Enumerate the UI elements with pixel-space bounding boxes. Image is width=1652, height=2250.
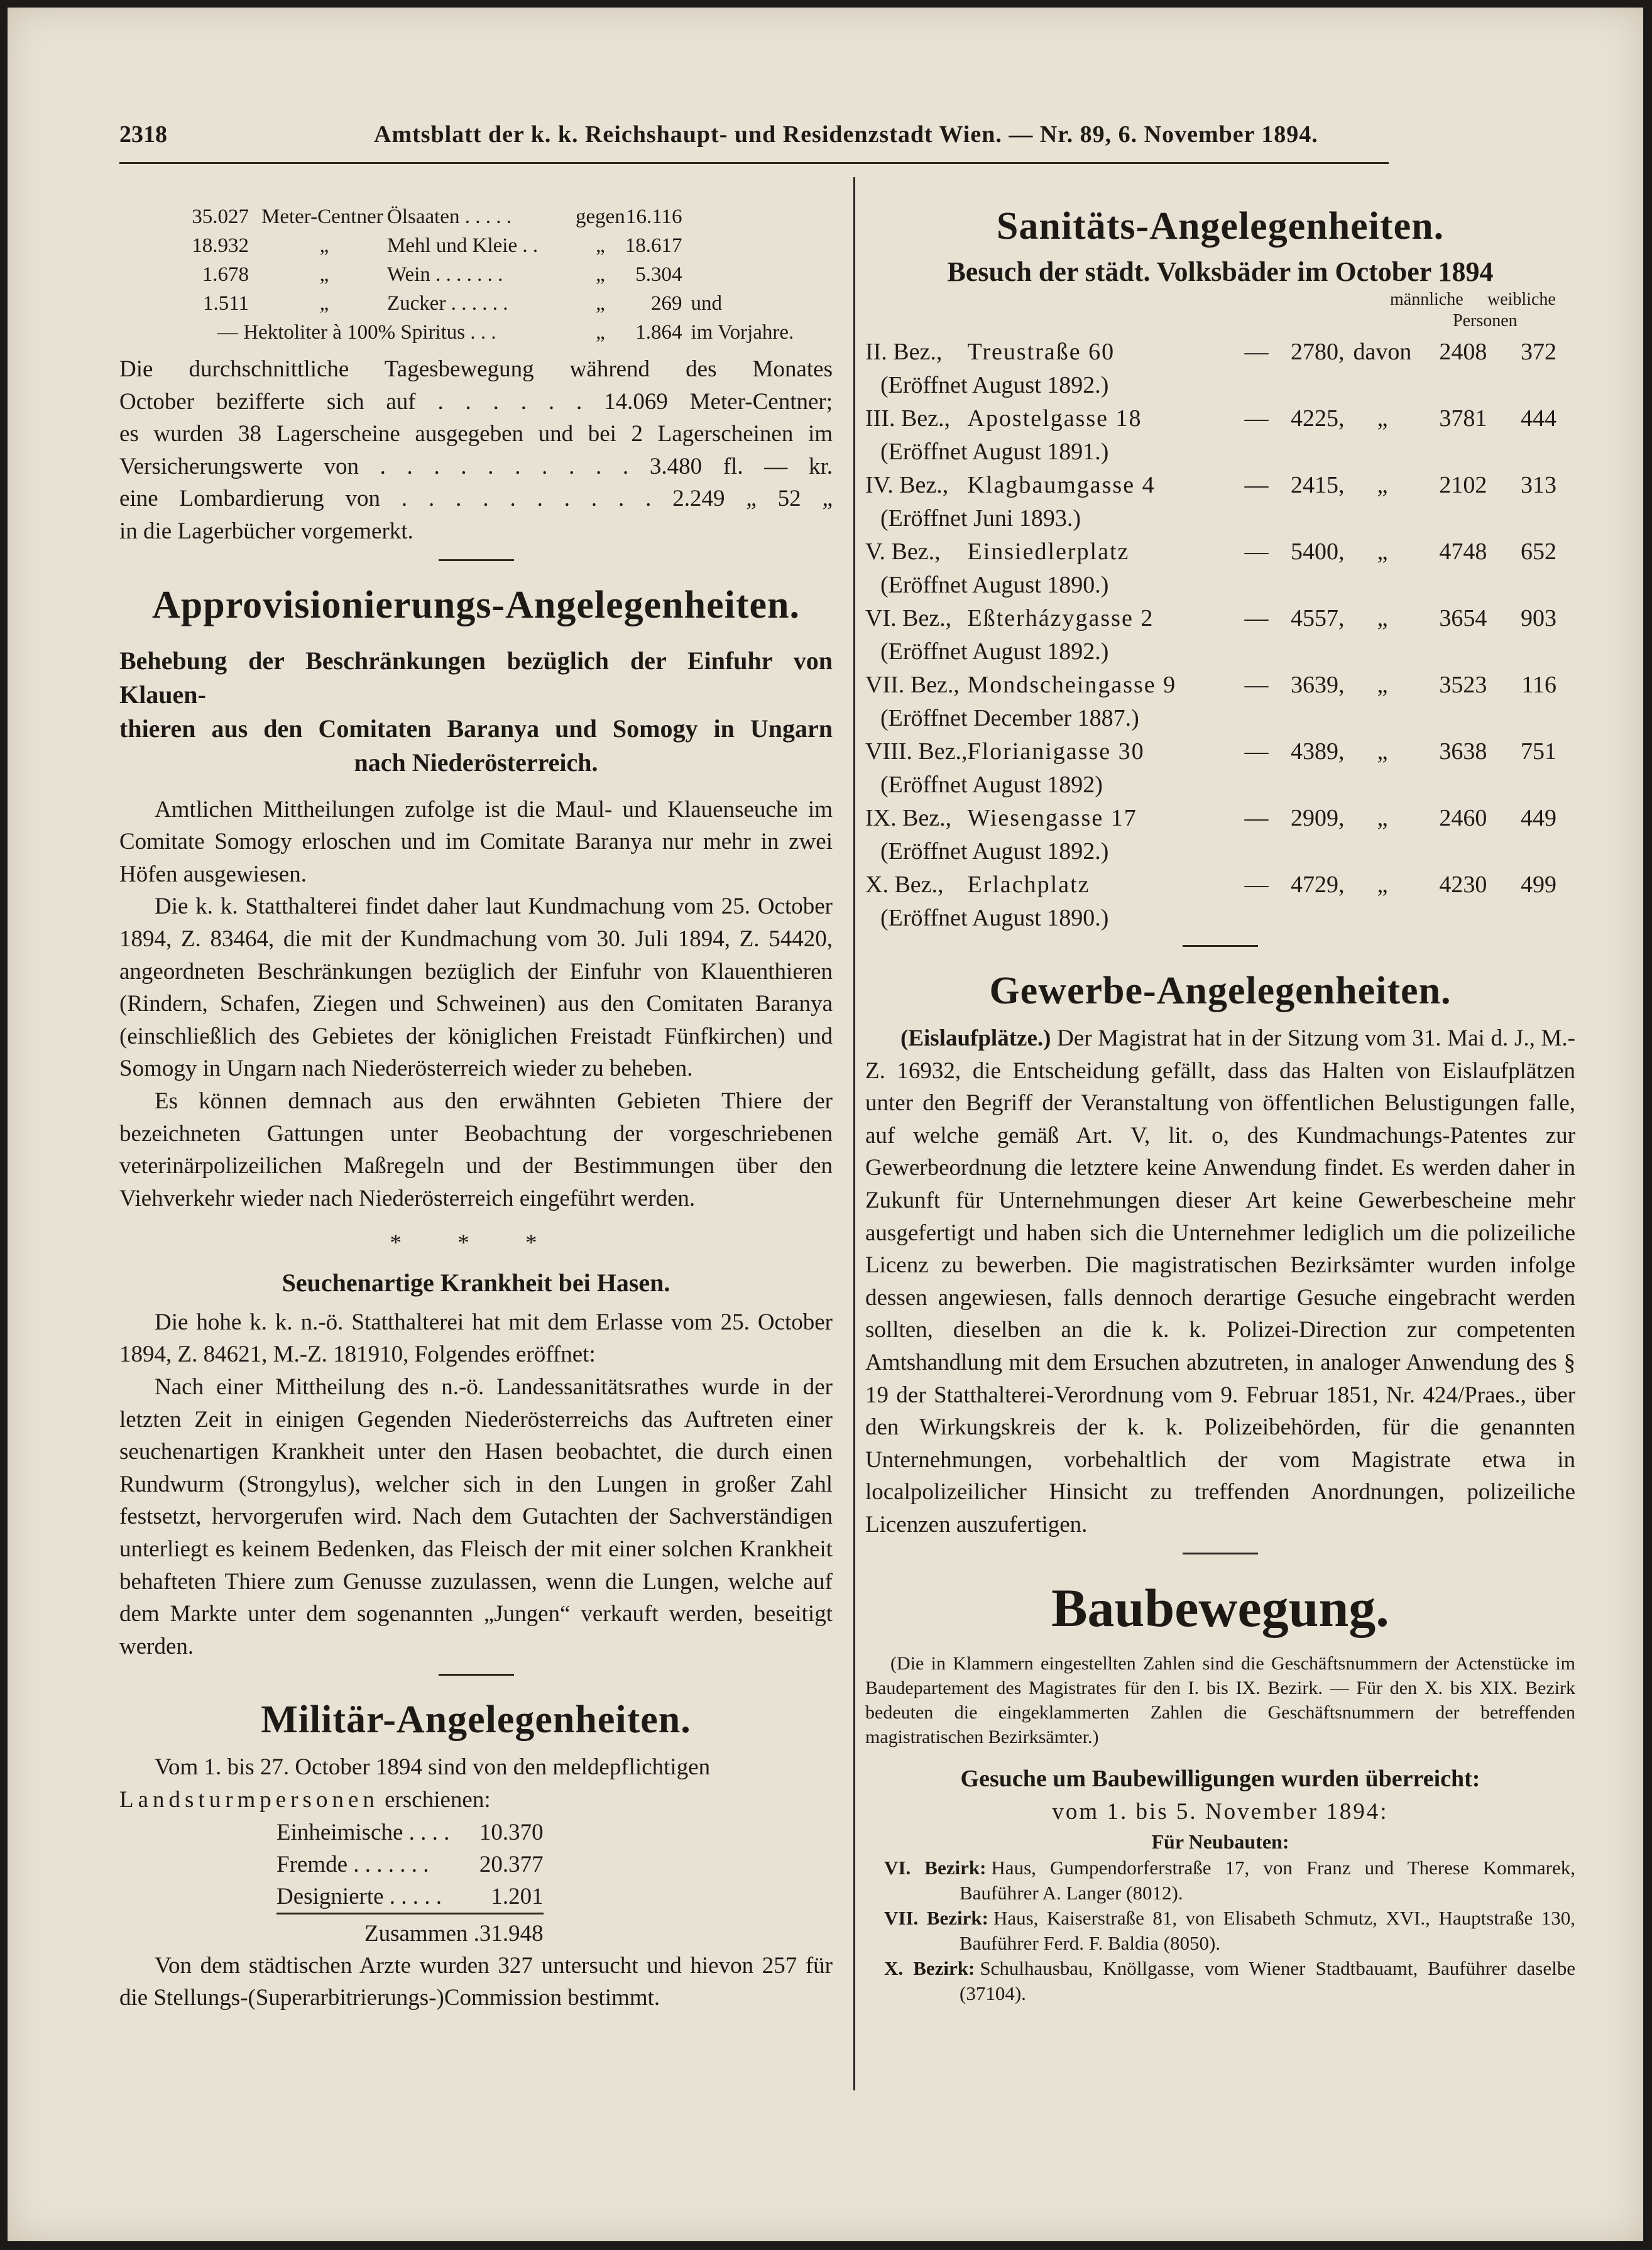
grain-line: Versicherungswerte von . . . . . . . . . . 3.480 fl. — kr. [119,453,833,479]
neubauten-title: Für Neubauten: [1151,1830,1289,1854]
bath-opened: (Eröffnet August 1891.) [880,439,1109,465]
grain-prev: 1.864 [635,321,682,344]
bath-weiblich: 499 [1521,871,1556,898]
section-rule [1183,1553,1258,1554]
bath-opened-row [865,503,1575,534]
bath-bezirk: VII. Bez., [865,672,960,698]
bath-weiblich: 652 [1521,538,1556,565]
bath-street: Florianigasse 30 [967,738,1145,765]
bath-davon: „ [1377,672,1388,698]
hasen-paragraph-1: Die hohe k. k. n.-ö. Statthalterei hat mit dem Erlasse vom 25. October 1894, Z. 84621, M.-Z. 181910, Folgendes eröffnet: [119,1309,833,1368]
grain-note: und [691,292,723,315]
bath-row [865,800,1575,836]
bath-row [865,734,1575,769]
militaer-intro [119,1751,833,1784]
grain-amount: 35.027 [192,205,249,228]
bath-opened: (Eröffnet December 1887.) [880,705,1139,731]
baeder-table [865,334,1575,934]
bath-total: 5400, [1290,538,1345,565]
bath-total: 4557, [1290,605,1345,631]
bath-opened-row [865,436,1575,467]
bau-title: Baubewegung. [1051,1577,1389,1638]
bath-opened: (Eröffnet August 1892.) [880,838,1109,865]
militaer-value: 20.377 [479,1851,544,1877]
bath-opened-row [865,702,1575,734]
militaer-paragraph-2: Von dem städtischen Arzte wurden 327 untersucht und hievon 257 für die Stellungs-(Superarbitrierungs-)Commission bestimmt. [119,1952,833,2011]
approv-subtitle-line: nach Niederösterreich. [354,748,598,777]
bath-row [865,534,1575,569]
neubau-entry [865,1956,1575,2006]
militaer-row [276,1881,544,1914]
bath-bezirk: II. Bez., [865,339,943,365]
bath-opened-row [865,902,1575,934]
bath-bezirk: III. Bez., [865,405,951,432]
bath-total: 3639, [1290,672,1345,698]
grain-item: Wein . . . . . . . [387,263,503,286]
baeder-title: Besuch der städt. Volksbäder im October 1894 [947,256,1494,287]
bath-weiblich: 372 [1521,339,1556,365]
bath-opened: (Eröffnet August 1890.) [880,572,1109,598]
bath-opened-row [865,569,1575,601]
left-column [119,177,833,2014]
bath-weiblich: 903 [1521,605,1556,631]
grain-prev: 5.304 [635,263,682,286]
bath-bezirk: VI. Bez., [865,605,952,631]
grain-rel: „ [596,234,605,257]
gewerbe-paragraph [865,1022,1575,1541]
bath-maennlich: 4748 [1439,538,1487,565]
neubauten-list [865,1855,1575,2006]
bath-weiblich: 313 [1521,472,1556,498]
grain-row [180,318,794,347]
militaer-total-row [276,1918,544,1950]
grain-rel: „ [596,263,605,286]
approv-paragraph-1: Amtlichen Mittheilungen zufolge ist die Maul- und Klauenseuche im Comitate Somogy erloschen und im Comitate Baranya nur mehr in zwei Höfen ausgewiesen. [119,796,833,887]
bath-street: Treustraße 60 [967,339,1115,365]
grain-item: Mehl und Kleie . . [387,234,539,257]
bath-bezirk: V. Bez., [865,538,941,565]
bath-weiblich: 751 [1521,738,1556,765]
bath-row [865,601,1575,636]
militaer-label: Fremde . . . . . . . [276,1851,429,1877]
militaer-title: Militär-Angelegenheiten. [261,1698,691,1742]
section-rule [439,559,514,561]
bath-total: 2780, [1290,339,1345,365]
grain-row [180,260,794,289]
bath-opened: (Eröffnet August 1892.) [880,638,1109,665]
approv-subtitle [119,644,833,780]
militaer-value: 10.370 [479,1819,544,1845]
newspaper-page [8,8,1643,2241]
grain-row [180,231,794,260]
bath-street: Eßterházygasse 2 [967,605,1154,631]
militaer-intro-line: Vom 1. bis 27. October 1894 sind von den meldepflichtigen [155,1754,711,1781]
gesuche-date: vom 1. bis 5. November 1894: [1052,1798,1389,1825]
bath-davon: „ [1377,538,1388,565]
grain-line: October bezifferte sich auf . . . . . . 14.069 Meter-Centner; [119,388,833,415]
bath-dash: — [1244,672,1269,698]
neubau-bezirk: VI. Bezirk: [884,1857,987,1879]
grain-line: es wurden 38 Lagerscheine ausgegeben und bei 2 Lagerscheinen im [119,421,833,447]
gewerbe-lead: (Eislaufplätze.) [900,1025,1051,1051]
grain-line: Die durchschnittliche Tagesbewegung während des Monates [119,356,833,382]
bath-street: Erlachplatz [967,871,1090,898]
approv-subtitle-line: Behebung der Beschränkungen bezüglich der Einfuhr von Klauen- [119,646,833,709]
militaer-landsturm: Landsturmpersonen [119,1787,379,1813]
neubau-text: Schulhausbau, Knöllgasse, vom Wiener Stadtbauamt, Bauführer daselbe (37104). [960,1957,1575,2005]
page-number: 2318 [119,121,167,148]
militaer-total-value: 31.948 [479,1920,544,1947]
bath-dash: — [1244,339,1269,365]
bath-weiblich: 116 [1521,672,1556,698]
grain-note [691,231,794,260]
grain-item: Zucker . . . . . . [387,292,508,315]
grain-paragraph [119,353,833,548]
bath-row [865,667,1575,702]
stars-divider: * * * [390,1230,562,1257]
grain-rel: „ [596,292,605,315]
approv-paragraph-2: Die k. k. Statthalterei findet daher laut Kundmachung vom 25. October 1894, Z. 83464, die mit der Kundmachung vom 30. Juli 1894, Z. 54420, angeordneten Beschränkungen bezüglich der Einfuhr von Klauenthieren (Rindern, Schafen, Ziegen und Schweinen) aus den Comitaten Baranya (einschließlich des Gebietes der königlichen Freistadt Fünfkirchen) und Somogy in Ungarn nach Niederösterreich wieder zu beheben. [119,893,833,1082]
bau-note: (Die in Klammern eingestellten Zahlen sind die Geschäftsnummern der Actenstücke im Baudepartement des Magistrates für den I. bis IX. Bezirk. — Für den X. bis XIX. Bezirk bedeuten die eingeklammerten Zahlen die Geschäftsnummern der betreffenden magistratischen Bezirksämter.) [865,1652,1575,1747]
section-rule [1183,945,1258,947]
militaer-row [276,1816,544,1849]
grain-rel: gegen [576,205,625,228]
bath-row [865,334,1575,369]
page-header-title: Amtsblatt der k. k. Reichshaupt- und Residenzstadt Wien. — Nr. 89, 6. November 1894. [374,121,1318,148]
baeder-col-heads [865,289,1575,334]
bath-opened-row [865,636,1575,667]
hasen-title: Seuchenartige Krankheit bei Hasen. [282,1268,670,1297]
sanitaets-title: Sanitäts-Angelegenheiten. [996,205,1445,248]
neubau-entry [865,1855,1575,1906]
grain-unit: „ [319,263,329,286]
bath-row [865,467,1575,503]
militaer-value: 1.201 [491,1883,544,1909]
bath-bezirk: IV. Bez., [865,472,949,498]
bath-maennlich: 3781 [1439,405,1487,432]
bath-bezirk: VIII. Bez., [865,738,968,765]
bath-davon: „ [1377,805,1388,831]
bath-opened: (Eröffnet August 1890.) [880,905,1109,931]
grain-prev: 269 [651,292,682,315]
grain-note: im Vorjahre. [691,321,794,344]
bath-opened: (Eröffnet August 1892.) [880,372,1109,398]
bath-dash: — [1244,805,1269,831]
bath-bezirk: IX. Bez., [865,805,952,831]
bath-dash: — [1244,605,1269,631]
militaer-table [276,1816,544,1950]
bath-opened-row [865,769,1575,800]
grain-line: in die Lagerbücher vorgemerkt. [119,518,413,544]
bath-maennlich: 3523 [1439,672,1487,698]
neubau-entry [865,1906,1575,1956]
bath-maennlich: 2102 [1439,472,1487,498]
militaer-erschienen: erschienen: [385,1787,491,1813]
bath-davon: „ [1377,605,1388,631]
gewerbe-title: Gewerbe-Angelegenheiten. [989,969,1452,1012]
bath-dash: — [1244,472,1269,498]
gesuche-title: Gesuche um Baubewilligungen wurden überreicht: [960,1765,1480,1792]
grain-amount: — Hektoliter à 100% Spiritus . . . [217,321,496,344]
col-head-maennlich: männliche [1390,290,1463,309]
bath-dash: — [1244,871,1269,898]
grain-row [180,289,794,318]
grain-prev: 16.116 [626,205,682,228]
neubau-bezirk: X. Bezirk: [884,1957,975,1980]
militaer-total-label: Zusammen . [364,1920,479,1947]
header-rule [119,162,1389,164]
bath-row [865,401,1575,436]
right-column [865,177,1575,2006]
approv-paragraph-3: Es können demnach aus den erwähnten Gebieten Thiere der bezeichneten Gattungen unter Beobachtung der vorgeschriebenen veterinärpolizeilichen Maßregeln und der Bestimmungen über den Viehverkehr wieder nach Niederösterreich eingeführt werden. [119,1088,833,1211]
bath-maennlich: 2460 [1439,805,1487,831]
grain-table [180,202,794,347]
neubau-text: Haus, Gumpendorferstraße 17, von Franz und Therese Kommarek, Bauführer A. Langer (8012). [960,1857,1576,1904]
col-head-personen: Personen [1453,311,1518,330]
bath-opened: (Eröffnet August 1892) [880,772,1103,798]
bath-bezirk: X. Bez., [865,871,944,898]
bath-total: 2909, [1290,805,1345,831]
bath-davon: „ [1377,472,1388,498]
page-header [119,121,1364,158]
militaer-intro-2 [119,1784,833,1816]
militaer-row [276,1849,544,1881]
grain-note [691,202,794,231]
gewerbe-text: Der Magistrat hat in der Sitzung vom 31. Mai d. J., M.-Z. 16932, die Entscheidung gefällt, dass das Halten von Eislaufplätzen unter den Begriff der Veranstaltung von öffentlichen Belustigungen falle, auf welche gemäß Art. V, lit. o, des Kundmachungs-Patentes zur Gewerbeordnung die letztere keine Anwendung findet. Es werden daher in Zukunft für Unternehmungen dieser Art keine Gewerbescheine mehr ausgefertigt und haben sich die Unternehmer lediglich um die polizeiliche Licenz zu bewerben. Die magistratischen Bezirksämter wurden infolge dessen angewiesen, falls dennoch derartige Gesuche eingebracht werden sollten, dieselben an die k. k. Polizei-Direction zur competenten Amtshandlung mit dem Ersuchen abzutreten, in analoger Anwendung des § 19 der Statthalterei-Verordnung vom 9. Februar 1851, Nr. 424/Praes., über den Wirkungskreis der k. k. Polizeibehörden, für die genannten Unternehmungen, vorbehaltlich der vom Magistrate etwa in localpolizeilicher Hinsicht zu treffenden Anordnungen, polizeiliche Licenzen auszufertigen. [865,1025,1575,1537]
approv-subtitle-line: thieren aus den Comitaten Baranya und Somogy in Ungarn [119,714,833,743]
bath-total: 4729, [1290,871,1345,898]
bath-dash: — [1244,538,1269,565]
bath-row [865,867,1575,902]
bath-davon: davon [1353,339,1412,365]
grain-prev: 18.617 [625,234,682,257]
bath-street: Einsiedlerplatz [967,538,1130,565]
bath-street: Mondscheingasse 9 [967,672,1177,698]
militaer-label: Einheimische . . . . [276,1819,450,1845]
section-rule [439,1674,514,1676]
col-head-weiblich: weibliche [1487,290,1556,309]
bath-total: 4389, [1290,738,1345,765]
neubau-bezirk: VII. Bezirk: [884,1907,988,1930]
bath-weiblich: 449 [1521,805,1556,831]
neubau-text: Haus, Kaiserstraße 81, von Elisabeth Schmutz, XVI., Hauptstraße 130, Bauführer Ferd. F. Baldia (8050). [960,1907,1575,1955]
grain-line: eine Lombardierung von . . . . . . . . . . 2.249 „ 52 „ [119,486,833,512]
bath-opened: (Eröffnet Juni 1893.) [880,505,1081,532]
bath-dash: — [1244,405,1269,432]
grain-unit: „ [319,292,329,315]
militaer-label: Designierte . . . . . [276,1883,442,1909]
bath-total: 4225, [1290,405,1345,432]
bath-maennlich: 3638 [1439,738,1487,765]
approv-title: Approvisionierungs-Angelegenheiten. [151,583,801,626]
grain-unit: „ [319,234,329,257]
grain-unit: Meter-Centner [261,205,383,228]
bath-street: Wiesengasse 17 [967,805,1137,831]
grain-amount: 1.511 [202,292,249,315]
bath-maennlich: 2408 [1439,339,1487,365]
grain-amount: 1.678 [202,263,249,286]
bath-davon: „ [1377,738,1388,765]
bath-weiblich: 444 [1521,405,1556,432]
bath-opened-row [865,369,1575,401]
bath-davon: „ [1377,405,1388,432]
bath-davon: „ [1377,871,1388,898]
bath-maennlich: 4230 [1439,871,1487,898]
grain-note [691,260,794,289]
bath-maennlich: 3654 [1439,605,1487,631]
bath-total: 2415, [1290,472,1345,498]
column-divider [853,177,855,2090]
bath-street: Klagbaumgasse 4 [967,472,1156,498]
bath-opened-row [865,836,1575,867]
grain-amount: 18.932 [192,234,249,257]
bath-dash: — [1244,738,1269,765]
grain-row [180,202,794,231]
grain-item: Ölsaaten . . . . . [387,205,511,228]
bath-street: Apostelgasse 18 [967,405,1142,432]
hasen-paragraph-2: Nach einer Mittheilung des n.-ö. Landessanitätsrathes wurde in der letzten Zeit in einigen Gegenden Niederösterreichs das Auftreten einer seuchenartigen Krankheit unter den Hasen beobachtet, die durch einen Rundwurm (Strongylus), welcher sich in den Lungen in großer Zahl festsetzt, hervorgerufen wird. Nach dem Gutachten der Sachverständigen unterliegt es keinem Bedenken, das Fleisch der mit einer solchen Krankheit behafteten Thiere zum Genusse zuzulassen, wenn die Lungen, welche auf dem Markte unter dem sogenannten „Jungen“ verkauft werden, beseitigt werden. [119,1374,833,1659]
grain-rel: „ [596,321,605,344]
